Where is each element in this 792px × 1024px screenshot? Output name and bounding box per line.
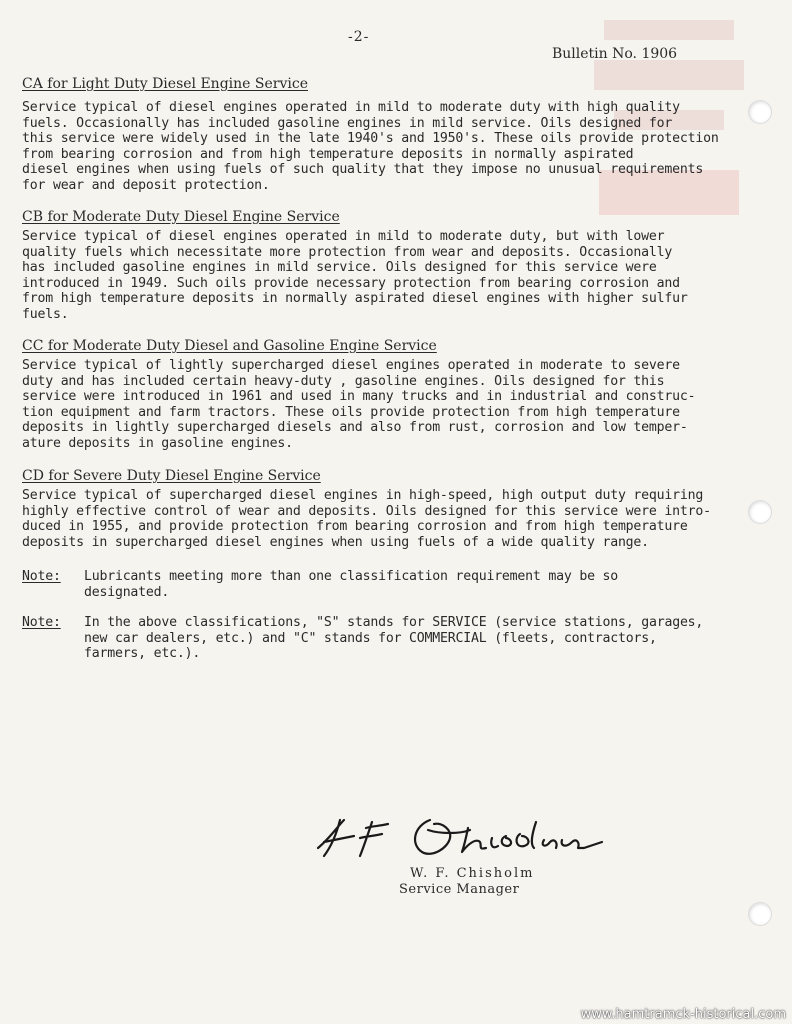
binder-hole-icon	[748, 100, 772, 124]
section-body: Service typical of diesel engines operated in mild to moderate duty with high quality fuels. Occasionally has included gasoline engines in mild service. Oils designed for this service were widely used in the late 1940's and 1950's. These oils provide protection from bearing corrosion and from high temperature deposits in normally aspirated diesel engines when using fuels of such quality that they impose no unusual requirements for wear and deposit protection.	[22, 100, 719, 193]
note-2	[22, 615, 737, 662]
bulletin-number: Bulletin No. 1906	[552, 46, 678, 62]
section-title: CB for Moderate Duty Diesel Engine Service	[22, 209, 340, 225]
note-text: In the above classifications, "S" stands for SERVICE (service stations, garages, new car dealers, etc.) and "C" stands for COMMERCIAL (fleets, contractors, farmers, etc.).	[84, 615, 704, 662]
section-title: CA for Light Duty Diesel Engine Service	[22, 76, 308, 92]
note-1	[22, 569, 737, 600]
binder-hole-icon	[748, 902, 772, 926]
handwritten-signature	[310, 808, 610, 868]
page-number: -2-	[348, 29, 370, 45]
section-body: Service typical of diesel engines operated in mild to moderate duty, but with lower quality fuels which necessitate more protection from wear and deposits. Occasionally has included gasoline engines in mild service. Oils designed for this service were introduced in 1949. Such oils provide necessary protection from bearing corrosion and from high temperature deposits in normally aspirated diesel engines with higher sulfur fuels.	[22, 229, 688, 322]
section-ca	[22, 76, 737, 194]
note-label: Note:	[22, 569, 61, 584]
signatory-title: Service Manager	[399, 882, 520, 897]
note-text: Lubricants meeting more than one classification requirement may be so designated.	[84, 569, 619, 600]
section-title: CC for Moderate Duty Diesel and Gasoline Engine Service	[22, 338, 437, 354]
watermark: www.hamtramck-historical.com	[580, 1007, 786, 1022]
binder-hole-icon	[748, 500, 772, 524]
section-cb	[22, 209, 737, 323]
section-title: CD for Severe Duty Diesel Engine Service	[22, 468, 321, 484]
section-cd	[22, 468, 737, 550]
note-label: Note:	[22, 615, 61, 630]
signatory-name: W. F. Chisholm	[410, 866, 535, 881]
section-body: Service typical of supercharged diesel engines in high-speed, high output duty requiring highly effective control of wear and deposits. Oils designed for this service were intro- duced in 1955, and provide protection from bearing corrosion and from high temperature deposits in supercharged diesel engines when using fuels of a wide quality range.	[22, 488, 711, 550]
section-body: Service typical of lightly supercharged diesel engines operated in moderate to severe duty and has included certain heavy-duty , gasoline engines. Oils designed for this service were introduced in 1961 and used in many trucks and in industrial and construc- tion equipment and farm tractors. These oils provide protection from high temperature deposits in lightly supercharged diesels and also from rust, corrosion and low temper- ature deposits in gasoline engines.	[22, 358, 696, 451]
section-cc	[22, 338, 737, 452]
